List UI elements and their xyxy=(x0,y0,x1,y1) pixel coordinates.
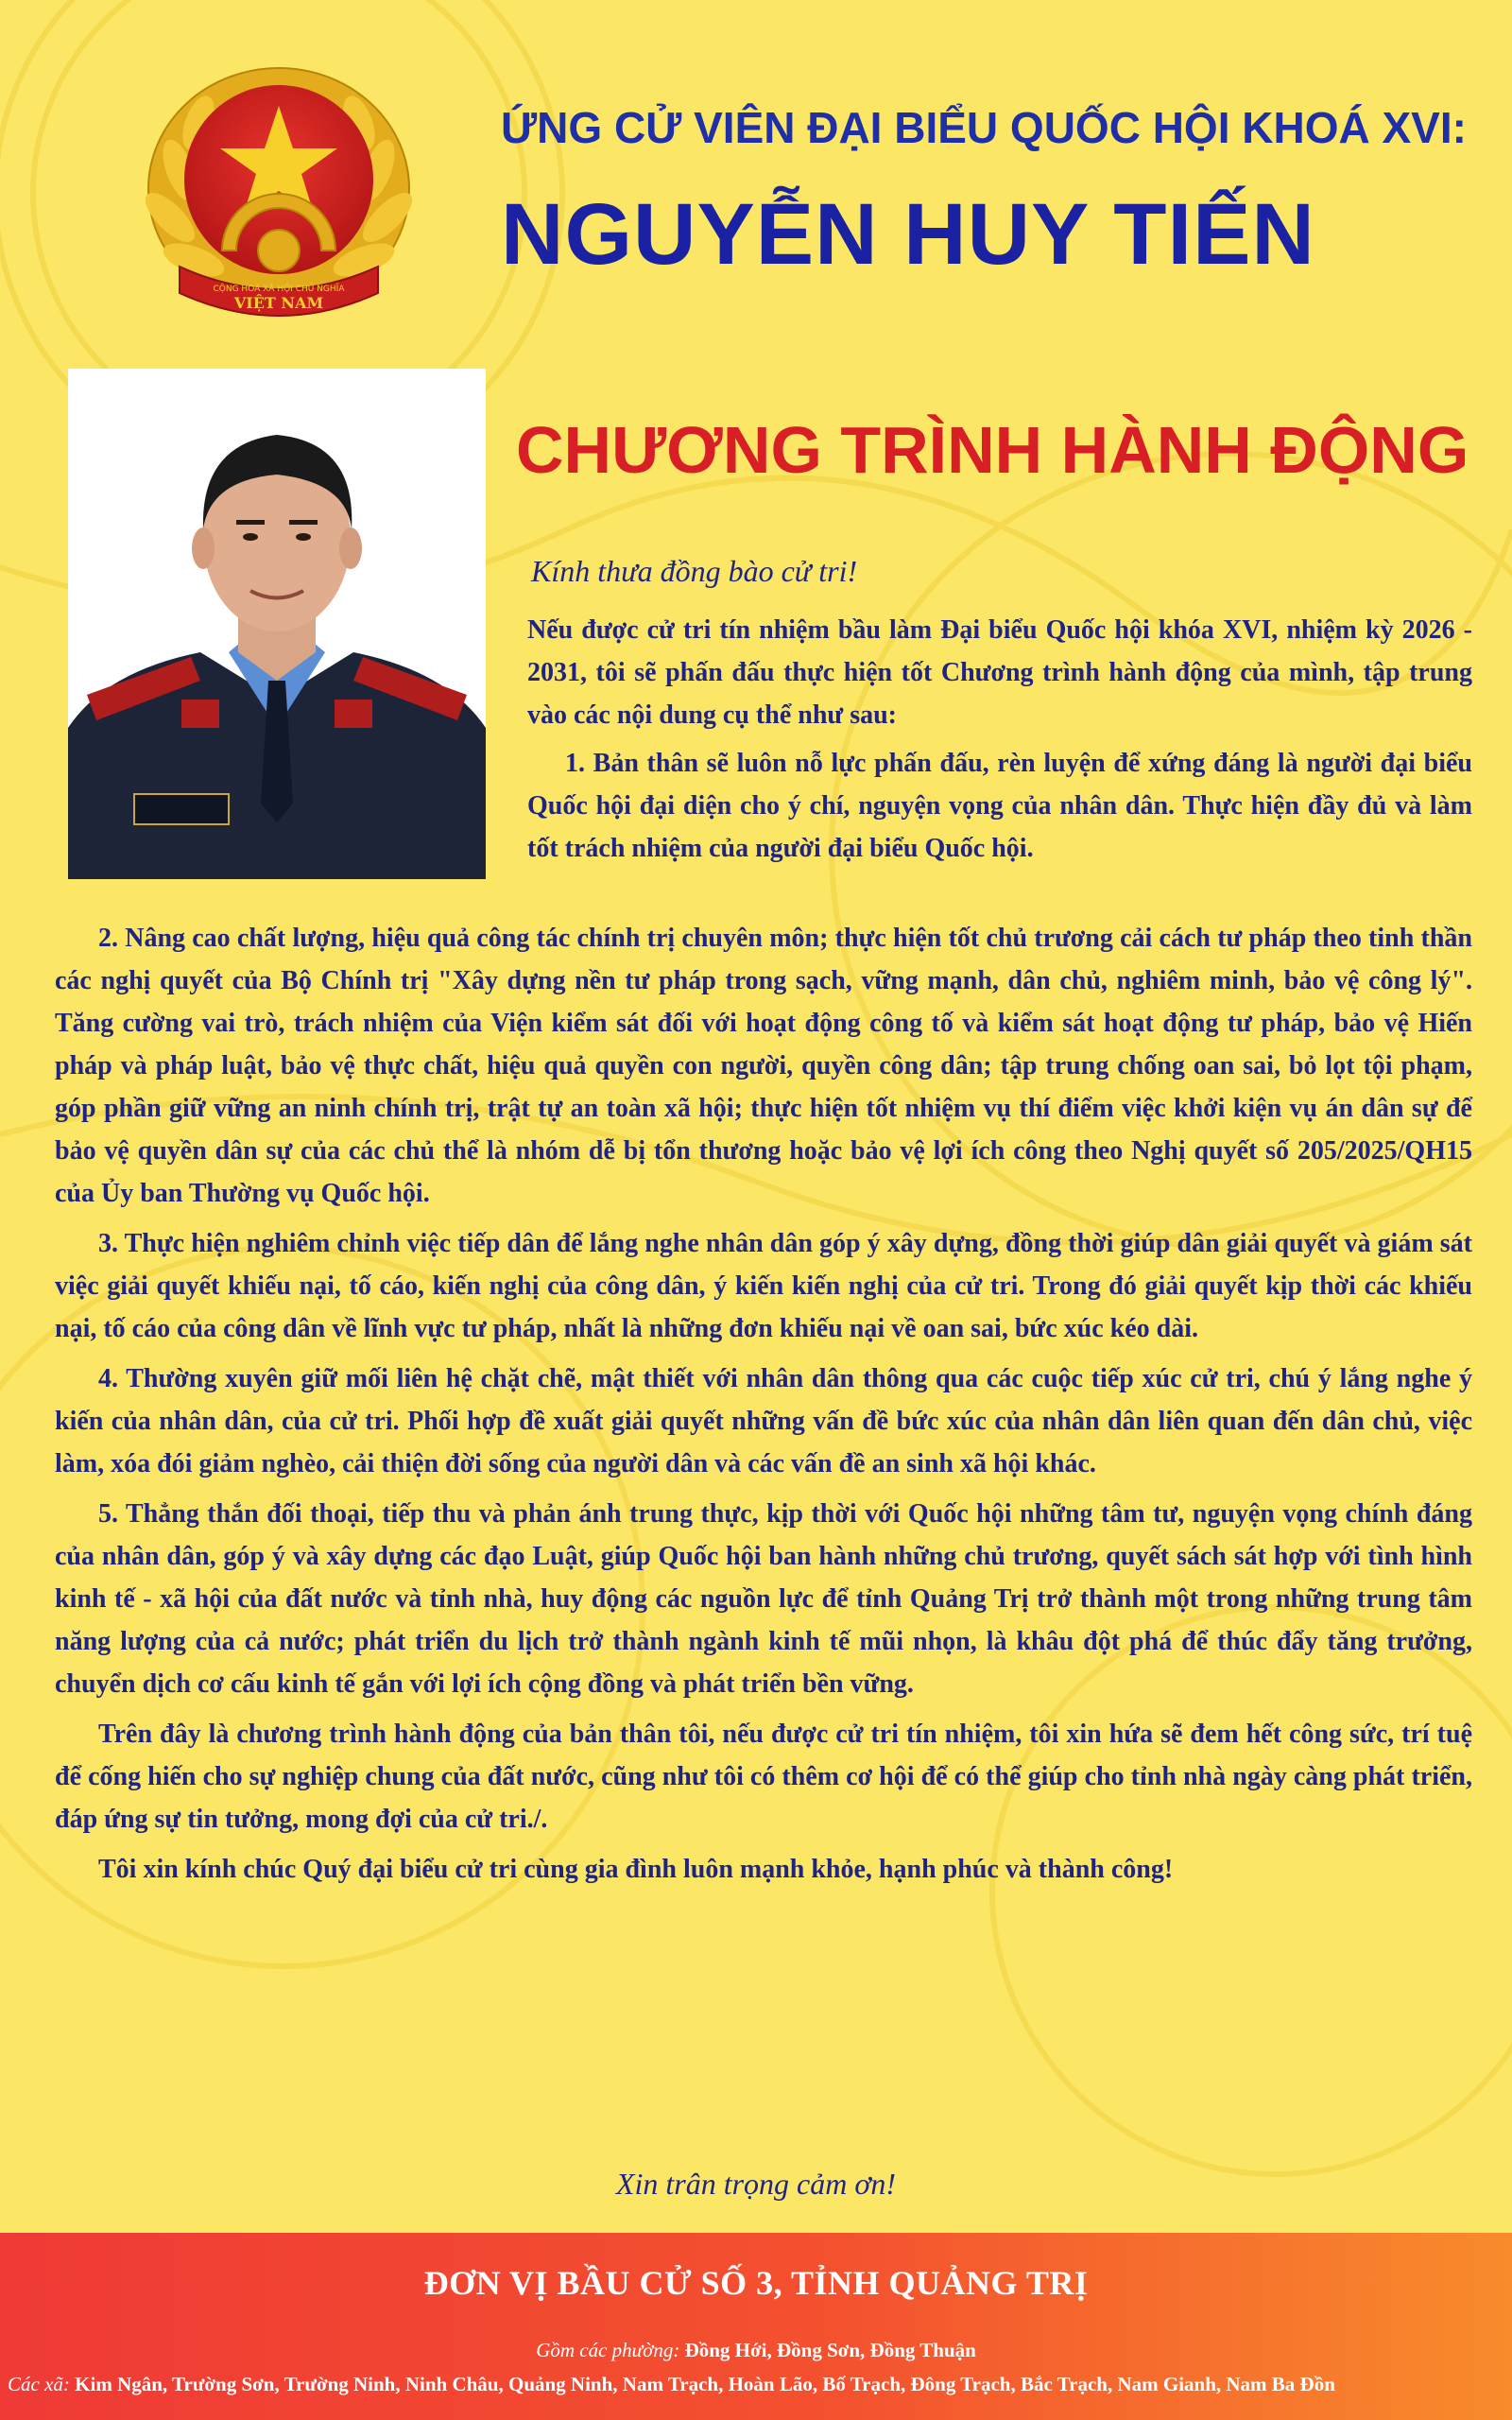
point-3: 3. Thực hiện nghiêm chỉnh việc tiếp dân để lắng nghe nhân dân góp ý xây dựng, đồng thời giúp dân giải quyết và giám sát việc giải quyết khiếu nại, tố cáo, kiến nghị của công dân, ý kiến kiến nghị của cử tri. Trong đó giải quyết kịp thời các khiếu nại, tố cáo của công dân về lĩnh vực tư pháp, nhất là những đơn khiếu nại về oan sai, bức xúc kéo dài. xyxy=(55,1229,1472,1343)
point-5: 5. Thẳng thắn đối thoại, tiếp thu và phản ánh trung thực, kịp thời với Quốc hội những tâm tư, nguyện vọng chính đáng của nhân dân, góp ý và xây dựng các đạo Luật, giúp Quốc hội ban hành những chủ trương, quyết sách sát hợp với tình hình kinh tế - xã hội của đất nước và tỉnh nhà, huy động các nguồn lực để tỉnh Quảng Trị trở thành một trong những trung tâm năng lượng của cả nước; phát triển du lịch trở thành ngành kinh tế mũi nhọn, là khâu đột phá để thúc đẩy tăng trưởng, chuyển dịch cơ cấu kinh tế gắn với lợi ích cộng đồng và phát triển bền vững. xyxy=(55,1499,1472,1699)
wards-line xyxy=(0,2339,1512,2362)
section-title: CHƯƠNG TRÌNH HÀNH ĐỘNG xyxy=(516,413,1469,487)
thanks-line: Xin trân trọng cảm ơn! xyxy=(615,2167,897,2201)
communes-line xyxy=(8,2373,1508,2396)
candidate-portrait xyxy=(68,369,486,879)
intro-area xyxy=(527,609,1472,875)
national-emblem-icon xyxy=(142,57,416,331)
communes-label: Các xã: xyxy=(8,2373,70,2395)
greeting: Kính thưa đồng bào cử tri! xyxy=(531,554,858,588)
candidate-name: NGUYỄN HUY TIẾN xyxy=(501,186,1315,283)
point-4: 4. Thường xuyên giữ mối liên hệ chặt chẽ, mật thiết với nhân dân thông qua các cuộc tiếp xúc cử tri, chú ý lắng nghe ý kiến của nhân dân, của cử tri. Phối hợp đề xuất giải quyết những vấn đề bức xúc của nhân dân liên quan đến dân chủ, việc làm, xóa đói giảm nghèo, cải thiện đời sống của người dân và các vấn đề an sinh xã hội khác. xyxy=(55,1364,1472,1478)
intro-paragraph: Nếu được cử tri tín nhiệm bầu làm Đại biểu Quốc hội khóa XVI, nhiệm kỳ 2026 - 2031, tôi sẽ phấn đấu thực hiện tốt Chương trình hành động của mình, tập trung vào các nội dung cụ thể như sau: xyxy=(527,615,1472,730)
wards-label: Gồm các phường: xyxy=(536,2339,680,2361)
electoral-unit-title: ĐƠN VỊ BẦU CỬ SỐ 3, TỈNH QUẢNG TRỊ xyxy=(423,2264,1089,2302)
emblem-banner-bottom-text: VIỆT NAM xyxy=(233,294,324,312)
body-area xyxy=(55,917,1472,1898)
point-2: 2. Nâng cao chất lượng, hiệu quả công tác chính trị chuyên môn; thực hiện tốt chủ trương cải cách tư pháp theo tinh thần các nghị quyết của Bộ Chính trị "Xây dựng nền tư pháp trong sạch, vững mạnh, dân chủ, nghiêm minh, bảo vệ công lý". Tăng cường vai trò, trách nhiệm của Viện kiểm sát đối với hoạt động công tố và kiểm sát hoạt động tư pháp, bảo vệ Hiến pháp và pháp luật, bảo vệ thực chất, hiệu quả quyền con người, quyền công dân; tập trung chống oan sai, bỏ lọt tội phạm, góp phần giữ vững an ninh chính trị, trật tự an toàn xã hội; thực hiện tốt nhiệm vụ thí điểm việc khởi kiện vụ án dân sự để bảo vệ quyền dân sự của các chủ thể là nhóm dễ bị tổn thương hoặc bảo vệ lợi ích công theo Nghị quyết số 205/2025/QH15 của Ủy ban Thường vụ Quốc hội. xyxy=(55,924,1472,1208)
communes-list: Kim Ngân, Trường Sơn, Trường Ninh, Ninh Châu, Quảng Ninh, Nam Trạch, Hoàn Lão, Bố Trạch, Đông Trạch, Bắc Trạch, Nam Gianh, Nam Ba Đồn xyxy=(75,2373,1335,2395)
wish-paragraph: Tôi xin kính chúc Quý đại biểu cử tri cùng gia đình luôn mạnh khỏe, hạnh phúc và thành công! xyxy=(98,1855,1174,1884)
footer-banner xyxy=(0,2233,1512,2420)
emblem-banner-top-text: CỘNG HOÀ XÃ HỘI CHỦ NGHĨA xyxy=(213,285,345,294)
closing-paragraph: Trên đây là chương trình hành động của bản thân tôi, nếu được cử tri tín nhiệm, tôi xin hứa sẽ đem hết công sức, trí tuệ để cống hiến cho sự nghiệp chung của đất nước, cũng như tôi có thêm cơ hội để có thể giúp cho tỉnh nhà ngày càng phát triển, đáp ứng sự tin tưởng, mong đợi của cử tri./. xyxy=(55,1720,1472,1834)
candidate-subtitle: ỨNG CỬ VIÊN ĐẠI BIỂU QUỐC HỘI KHOÁ XVI: xyxy=(501,103,1467,152)
point-1: 1. Bản thân sẽ luôn nỗ lực phấn đấu, rèn luyện để xứng đáng là người đại biểu Quốc hội đại diện cho ý chí, nguyện vọng của nhân dân. Thực hiện đầy đủ và làm tốt trách nhiệm của người đại biểu Quốc hội. xyxy=(527,749,1472,863)
wards-list: Đồng Hới, Đồng Sơn, Đồng Thuận xyxy=(684,2339,976,2361)
